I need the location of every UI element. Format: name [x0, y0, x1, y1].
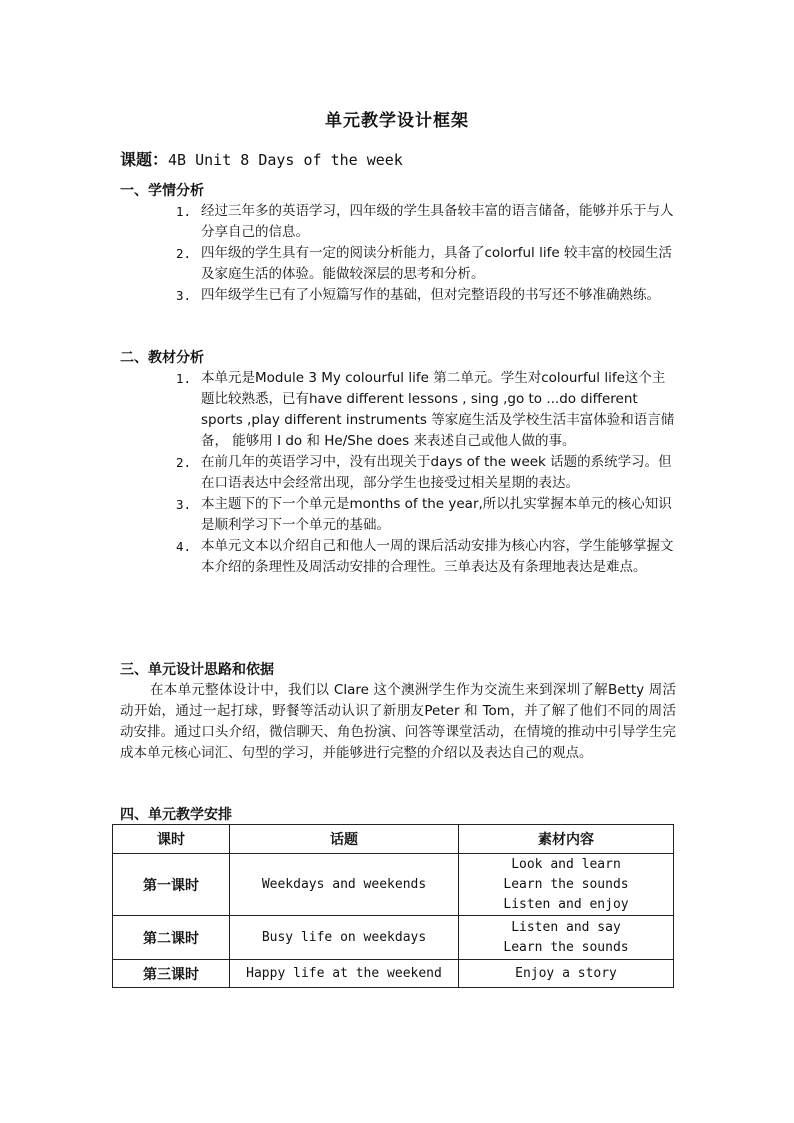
course-label: 课题：: [120, 150, 169, 169]
list-item: [176, 452, 676, 494]
list-text: 四年级的学生具有一定的阅读分析能力，具备了colorful life 较丰富的校园生活及家庭生活的体验。能做较深层的思考和分析。: [201, 245, 672, 282]
material-item: Enjoy a story: [515, 965, 617, 981]
design-rationale-paragraph: 在本单元整体设计中，我们以 Clare 这个澳洲学生作为交流生来到深圳了解Betty 周活动开始，通过一起打球，野餐等活动认识了新朋友Peter 和 Tom，并了解了他们不同的周活动安排。通过口头介绍，微信聊天、角色扮演、问答等课堂活动，在情境的推动中引导学生完成本单元核心词汇、句型的学习，并能够进行完整的介绍以及表达自己的观点。: [120, 682, 676, 761]
course-name: 4B Unit 8 Days of the week: [168, 151, 403, 169]
list-item: [176, 536, 676, 578]
materials-cell: [459, 960, 674, 988]
table-row: [113, 916, 674, 960]
column-header-materials: 素材内容: [459, 825, 674, 854]
list-number: 3.: [176, 497, 192, 512]
material-item: Look and learn: [511, 856, 621, 872]
course-title: [120, 147, 403, 170]
list-item: [176, 201, 676, 243]
column-header-lesson: 课时: [113, 825, 230, 854]
list-text: 四年级学生已有了小短篇写作的基础，但对完整语段的书写还不够准确熟练。: [201, 287, 660, 303]
list-item: [176, 285, 676, 306]
section-heading-learner-analysis: 一、学情分析: [120, 183, 204, 199]
material-item: Learn the sounds: [503, 876, 629, 892]
list-text: 本单元是Module 3 My colourful life 第二单元。学生对colourful life这个主题比较熟悉，已有have different lessons , sing ,go to ...do different sports ,play different instruments 等家庭生活及学校生活丰富体验和语言储备， 能够用 I do 和 He/She does 来表述自己或他人做的事。: [201, 370, 675, 449]
topic-cell: Weekdays and weekends: [230, 854, 459, 916]
topic-cell: Busy life on weekdays: [230, 916, 459, 960]
table-row: [113, 854, 674, 916]
lesson-cell: 第一课时: [113, 854, 230, 916]
list-text: 经过三年多的英语学习，四年级的学生具备较丰富的语言储备，能够并乐于与人分享自己的信息。: [201, 203, 674, 240]
topic-cell: Happy life at the weekend: [230, 960, 459, 988]
section-heading-teaching-arrangement: 四、单元教学安排: [120, 807, 232, 823]
list-text: 本主题下的下一个单元是months of the year,所以扎实掌握本单元的核心知识是顺利学习下一个单元的基础。: [201, 496, 672, 533]
lesson-cell: 第二课时: [113, 916, 230, 960]
materials-cell: [459, 916, 674, 960]
table-row: [113, 960, 674, 988]
list-text: 本单元文本以介绍自己和他人一周的课后活动安排为核心内容，学生能够掌握文本介绍的条理性及周活动安排的合理性。三单表达及有条理地表达是难点。: [201, 538, 674, 575]
list-text: 在前几年的英语学习中，没有出现关于days of the week 话题的系统学习。但在口语表达中会经常出现，部分学生也接受过相关星期的表达。: [201, 454, 672, 491]
material-analysis-list: [176, 368, 676, 578]
column-header-topic: 话题: [230, 825, 459, 854]
material-item: Learn the sounds: [503, 939, 629, 955]
list-number: 1.: [176, 204, 192, 219]
table-header-row: [113, 825, 674, 854]
list-number: 3.: [176, 288, 192, 303]
list-item: [176, 494, 676, 536]
material-item: Listen and say: [511, 919, 621, 935]
list-number: 2.: [176, 455, 192, 470]
learner-analysis-list: [176, 201, 676, 306]
materials-cell: [459, 854, 674, 916]
list-item: [176, 368, 676, 452]
lesson-plan-table: [112, 824, 674, 988]
list-number: 1.: [176, 371, 192, 386]
lesson-cell: 第三课时: [113, 960, 230, 988]
list-number: 2.: [176, 246, 192, 261]
section-heading-design-rationale: 三、单元设计思路和依据: [120, 662, 274, 678]
list-number: 4.: [176, 539, 192, 554]
document-title: 单元教学设计框架: [325, 111, 469, 131]
section-heading-material-analysis: 二、教材分析: [120, 350, 204, 366]
material-item: Listen and enjoy: [503, 896, 629, 912]
list-item: [176, 243, 676, 285]
